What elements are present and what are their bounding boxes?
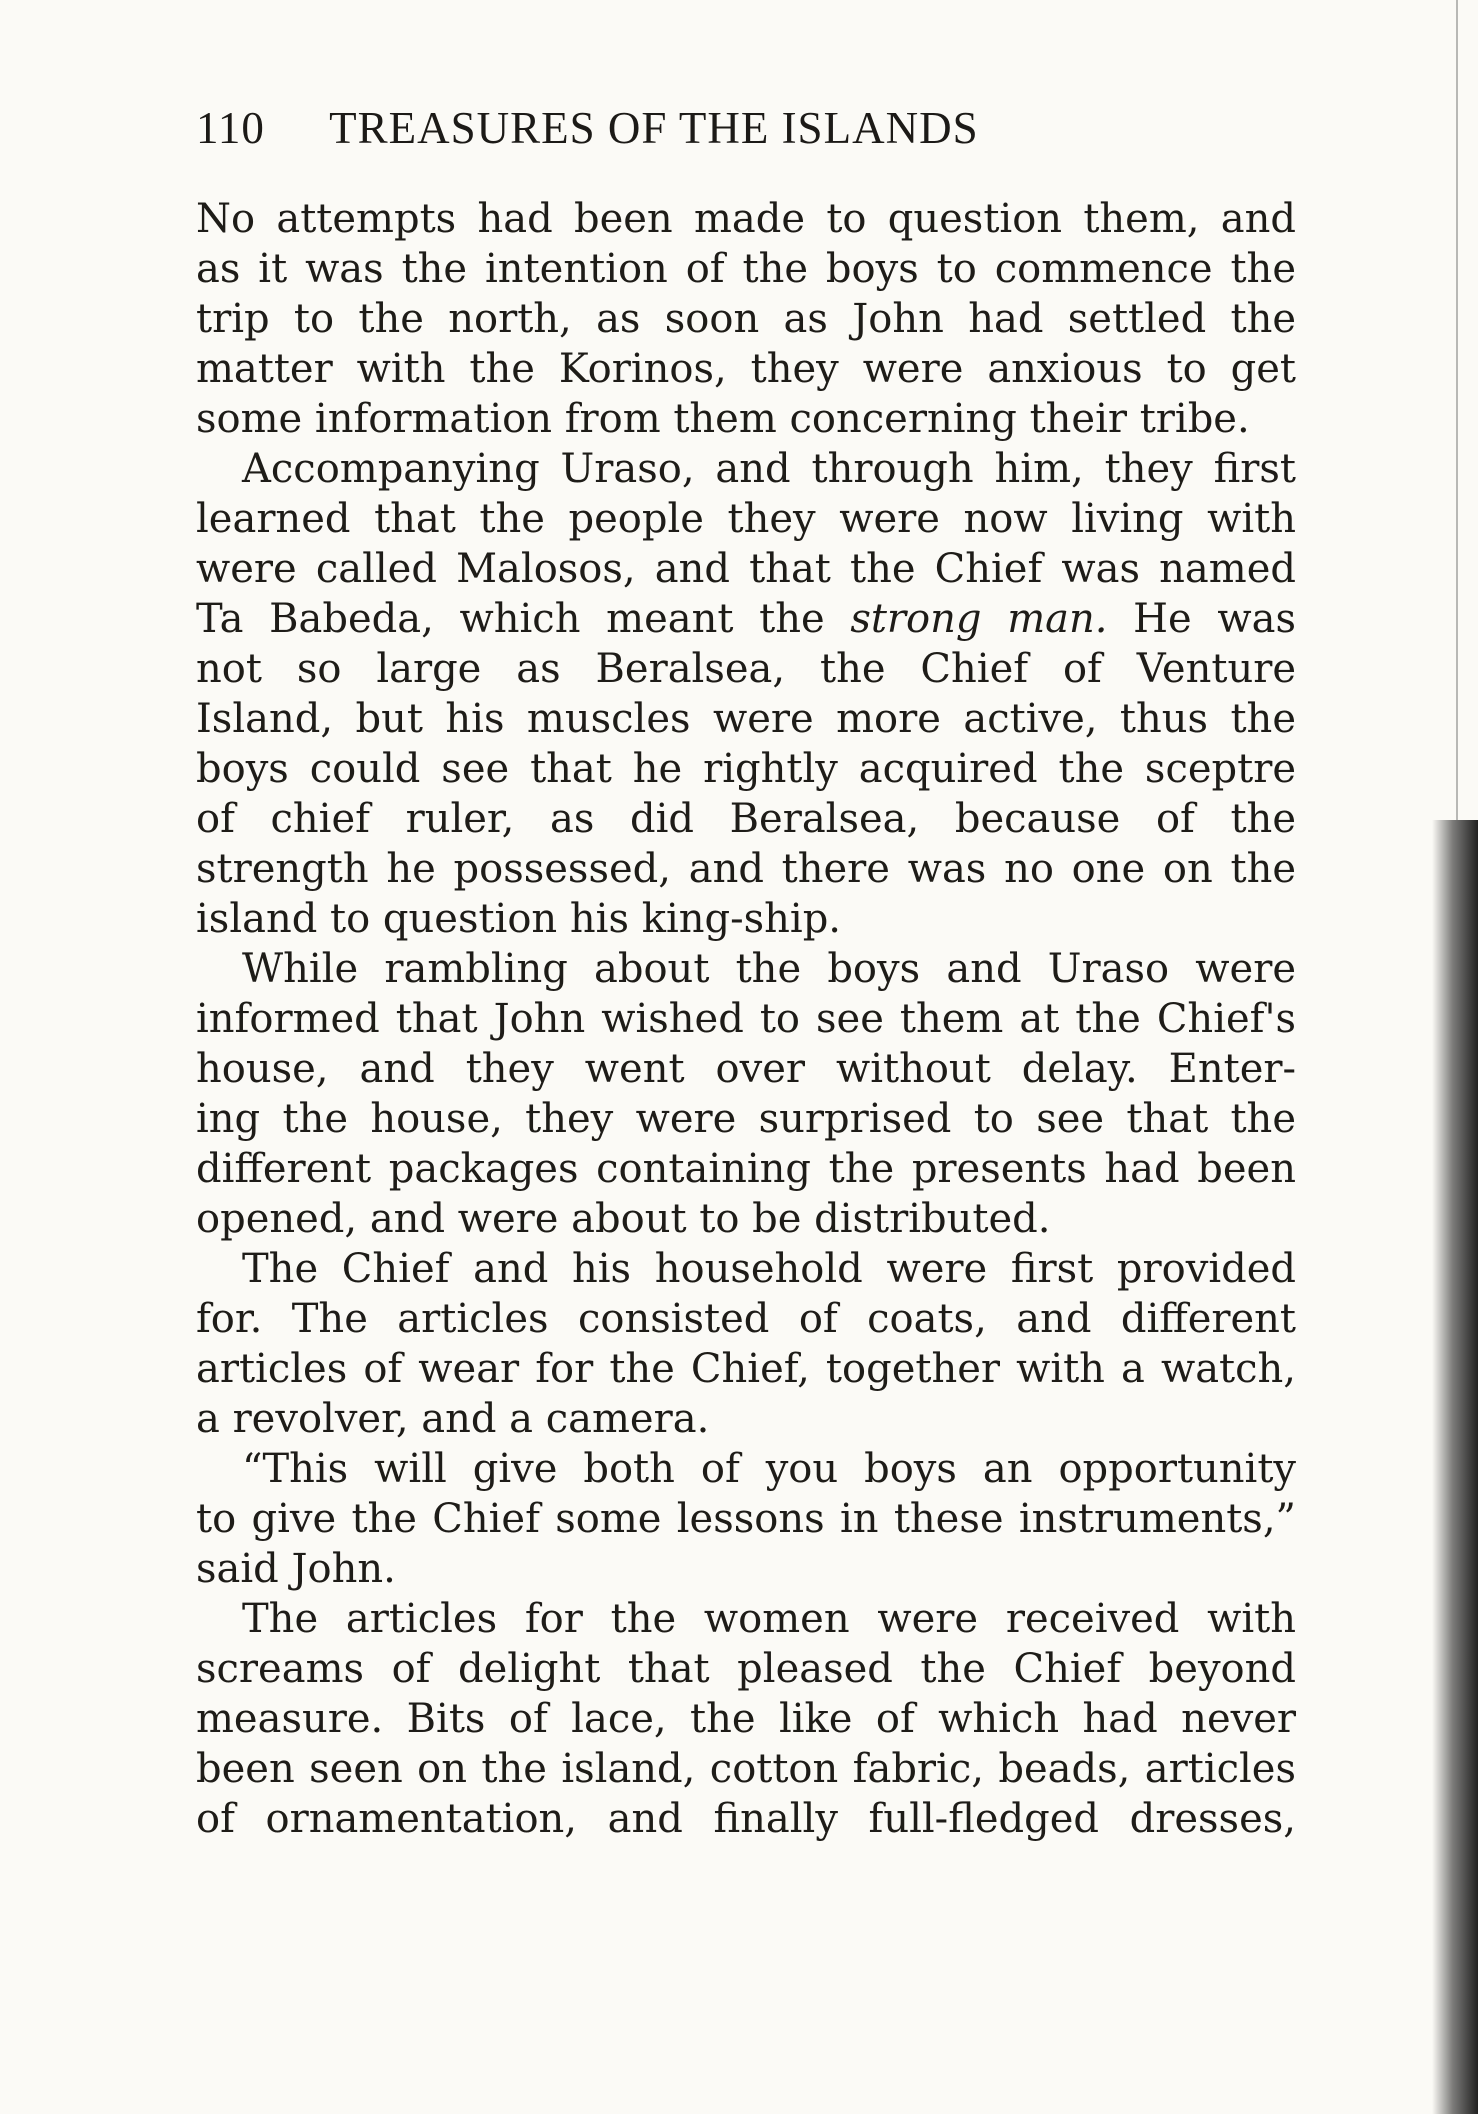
text-line: Accompanying Uraso, and through him, they first bbox=[242, 446, 1296, 492]
text-line: house, and they went over without delay. Enter- bbox=[196, 1046, 1296, 1092]
text-line: articles of wear for the Chief, together with a watch, bbox=[196, 1346, 1296, 1392]
text-line: “This will give both of you boys an opportunity bbox=[242, 1446, 1296, 1492]
text-line: strength he possessed, and there was no one on the bbox=[196, 846, 1296, 892]
text-line: learned that the people they were now living with bbox=[196, 496, 1296, 542]
text-line: trip to the north, as soon as John had settled the bbox=[196, 296, 1296, 342]
page-number: 110 bbox=[196, 103, 265, 153]
text-line: a revolver, and a camera. bbox=[196, 1396, 710, 1442]
text-line: as it was the intention of the boys to commence the bbox=[196, 246, 1296, 292]
text-line: of ornamentation, and finally full-fledged dresses, bbox=[196, 1796, 1296, 1842]
page-edge-shadow bbox=[1432, 820, 1478, 2114]
text-line: were called Malosos, and that the Chief was named bbox=[196, 546, 1296, 592]
running-title: TREASURES OF THE ISLANDS bbox=[329, 103, 979, 153]
text-line: to give the Chief some lessons in these instruments,” bbox=[196, 1496, 1296, 1542]
text-segment: He was bbox=[1133, 596, 1297, 642]
text-line: The articles for the women were received with bbox=[242, 1596, 1296, 1642]
text-line: screams of delight that pleased the Chief beyond bbox=[196, 1646, 1296, 1692]
page-header bbox=[196, 98, 1296, 158]
text-line: for. The articles consisted of coats, and different bbox=[196, 1296, 1296, 1342]
text-line: Island, but his muscles were more active, thus the bbox=[196, 696, 1296, 742]
text-line: measure. Bits of lace, the like of which had never bbox=[196, 1696, 1296, 1742]
text-line: ing the house, they were surprised to see that the bbox=[196, 1096, 1296, 1142]
text-line: matter with the Korinos, they were anxious to get bbox=[196, 346, 1296, 392]
page-edge-line bbox=[1456, 0, 1458, 820]
text-line: While rambling about the boys and Uraso were bbox=[242, 946, 1296, 992]
text-line: informed that John wished to see them at the Chief's bbox=[196, 996, 1296, 1042]
text-line: of chief ruler, as did Beralsea, because of the bbox=[196, 796, 1296, 842]
text-line: some information from them concerning their tribe. bbox=[196, 396, 1250, 442]
text-line: boys could see that he rightly acquired the sceptre bbox=[196, 746, 1296, 792]
text-line: said John. bbox=[196, 1546, 396, 1592]
text-line: opened, and were about to be distributed. bbox=[196, 1196, 1051, 1242]
body-text bbox=[196, 194, 1296, 1844]
text-line: different packages containing the presents had been bbox=[196, 1146, 1296, 1192]
italic-phrase: strong man. bbox=[850, 596, 1108, 642]
text-line: not so large as Beralsea, the Chief of Venture bbox=[196, 646, 1296, 692]
text-line bbox=[196, 594, 1296, 644]
text-segment: Ta Babeda, which meant the bbox=[196, 596, 825, 642]
text-line: been seen on the island, cotton fabric, beads, articles bbox=[196, 1746, 1296, 1792]
text-line: The Chief and his household were first provided bbox=[242, 1246, 1296, 1292]
text-line: No attempts had been made to question them, and bbox=[196, 196, 1296, 242]
text-line: island to question his king-ship. bbox=[196, 896, 842, 942]
